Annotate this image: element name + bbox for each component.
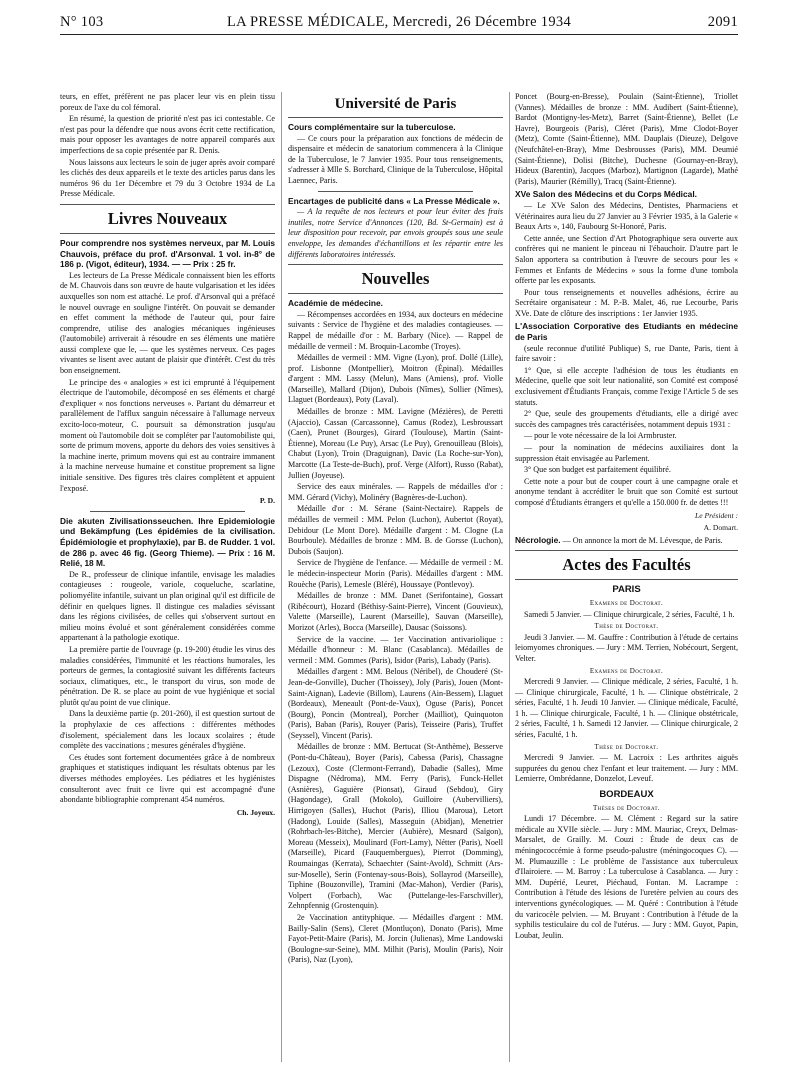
paragraph: Le principe des « analogies » est ici emprunté à l'équipement électrique de l'automobile, décomposé en ses éléments et chargé d'expliquer « nos fonctions nerveuses ». Partant du démarreur et parallèlement de l'afflux sanguin nécessaire à l'allumage nerveux excito-loco-moteur, C. poursuit sa démonstration jusqu'au moment où l'automobile doit se compléter par l'automobiliste qui, sorte de primum movens, apporte du dehors des voies sensitives à la machine inerte, primum movens qui est au contraire immanent à la machine nerveuse humaine et constitue proprement sa ligne initiale sensitive. Des figures très claires complètent et appuient l'exposé.: [60, 377, 275, 493]
city-title-paris: PARIS: [612, 584, 641, 596]
paragraph: 2e Vaccination antityphique. — Médailles d'argent : MM. Bailly-Salin (Sens), Cleret (Montluçon), Donato (Paris), Mme Fayot-Petit-Maire (Paris), M. Jorcin (Julienas), Mme Landowski (Boulogne-sur-Seine), MM. Milhit (Paris), Moulin (Paris), Noir (Paris), Naz (Lyon),: [288, 912, 503, 965]
news-heading: Académie de médecine.: [288, 298, 383, 309]
paragraph: (seule reconnue d'utilité Publique) S, rue Dante, Paris, tient à faire savoir :: [515, 343, 738, 364]
paragraph: 3° Que son budget est parfaitement équilibré.: [524, 465, 671, 475]
paragraph: En résumé, la question de priorité n'est pas ici contestable. Ce n'est pas pour la défendre que nous avons écrit cette rectification, mais pour opposer les avantages de notre appareil comparés aux imperfections de sa copie présentée par R. Denis.: [60, 114, 275, 155]
paragraph: Ces études sont fortement documentées grâce à de nombreux graphiques et statistiques indiquant les résultats obtenus par les diverses méthodes employées. Les pédiatres et les hygiénistes consulteront avec fruit ce livre qui est accompagné d'une abondante bibliographie comprenant 454 numéros.: [60, 752, 275, 805]
paragraph: Mercredi 9 Janvier. — M. Lacroix : Les arthrites aiguës suppurées du genou chez l'enfant et leur traitement. — Jury : MM. Lemierre, Ombrédanne, Donzelot, Leveuf.: [515, 753, 738, 784]
paragraph: Service de l'hygiène de l'enfance. — Médaille de vermeil : M. le médecin-inspecteur Morin (Paris). Médailles d'argent : MM. Rouèche (Paris), Lemesle (Bléré), Houssaye (Pontlevoy).: [288, 558, 503, 589]
paragraph: Médailles de bronze : MM. Bertucat (St-Anthème), Besserve (Pont-du-Château), Boyer (Paris), Cabessa (Paris), Chassagne (Lezoux), Coste (Clermont-Ferrand), Dabadie (Salles), Mme Dispagne (Nédroma), MM. Ferry (Paris), Funck-Hellet (Asnières), Gaguière (Pionsat), Giraud (Sebdou), Giry (Hagondage), Grall (Mokolo), Guilloire (Aubervilliers), Hirrigoyen (Salles), Huchot (Paris), Illiou (Maroua), Letort (Hadong), Louide (Salles), Masseguin (Abidjan), Menetrier (Rohrbach-les-Bitche), Mercier (Aubière), Mesnard (Saïgon), Moreau (Messeix), Moulinard (Fort-Lamy), Nétter (Paris), Noell (Marseille), Picard (Fauquembergues), Pierrot (Domming), Roumaingas (Kerrata), Schaechter (Saint-Avold), Schmitt (Ars-sur-Moselle), Serin (Fontenay-sous-Bois), Sollayrod (Marseille), Tiphine (Bouzonville), Tramini (Mac-Mahon), Verdier (Paris), Volpert (Forbach), Wac (Puttelange-les-Farschviller), Zehnpfennig (Grostenquin).: [288, 742, 503, 911]
column-divider: [281, 92, 282, 1062]
review-signature: P. D.: [259, 496, 275, 506]
necrologie: [515, 535, 738, 547]
review-signature: Ch. Joyeux.: [236, 807, 275, 817]
section-rule: [515, 579, 738, 580]
paragraph: Service des eaux minérales. — Rappels de médailles d'or : MM. Gérard (Vichy), Molinéry (Bagnères-de-Luchon).: [288, 482, 503, 502]
paragraph: Poncet (Bourg-en-Bresse), Poulain (Saint-Étienne), Triollet (Vannes). Médailles de bronze : MM. Audibert (Saint-Étienne), Bardot (Montigny-les-Metz), Barret (Saint-Étienne), Bellet (Le Havre), Bourgeois (Paris), Cléret (Paris), Mme Clodot-Boyer (Metz), Comte (Saint-Étienne), MM. Dauplais (Dieuze), Delgove (Neufchâtel-en-Bray), Mme Desbrousses (Paris), MM. Deumié (Saint-Étienne), Dolisi (Bitche), Duchesne (Gournay-en-Bray), Hideux (Barentin), Jacques (Marboz), Martignon (Lagarde), Mathé (Paris), Maurier (Rémilly), Tracq (Saint-Étienne).: [515, 92, 738, 186]
necrologie-text: — On annonce la mort de M. Lévesque, de Paris.: [562, 535, 723, 545]
separator-rule: [318, 191, 473, 192]
city-title-bordeaux: BORDEAUX: [599, 789, 654, 801]
paragraph: — Ce cours pour la préparation aux fonctions de médecin de dispensaire et médecin de sanatorium commencera à la Clinique de la Tuberculose, le 7 Janvier 1935. Pour tous renseignements, s'adresser à Mlle S. Borchard, Clinique de la Tuberculose, Hôpital Laennec, Paris.: [288, 133, 503, 185]
column-1: [60, 92, 275, 1062]
news-heading: L'Association Corporative des Etudiants en médecine de Paris: [515, 321, 738, 343]
paragraph: Pour tous renseignements et nouvelles adhésions, écrire au Secrétaire organisateur : M. P.-B. Malet, 46, rue Lecourbe, Paris XVe. Date de clôture des inscriptions : 1er Janvier 1935.: [515, 287, 738, 318]
column-2: [288, 92, 503, 1062]
journal-title: LA PRESSE MÉDICALE, Mercredi, 26 Décembre 1934: [226, 14, 572, 30]
paragraph: 2° Que, seule des groupements d'étudiants, elle a dirigé avec succès des campagnes très caractérisées, notamment depuis 1931 :: [515, 409, 738, 429]
column-3: [515, 92, 738, 1062]
issue-number: N° 103: [60, 14, 104, 30]
president-label: Le Président :: [694, 510, 738, 520]
paragraph: Médailles d'argent : MM. Belous (Néribel), de Chouderé (St-Jean-de-Gonville), Ducher (Thoissey), Joly (Paris), Jouen (Mont-Saint-Aignan), Ladevie (Billom), Laurens (Ain-Bessem), Llaguet (Bordeaux), Meneault (Pont-de-Vaux), Oguse (Paris), Poncet (Bourg), Poncin (Montreal), Porcher (Mailliot), Quinquoton (Paris), Baban (Paris), Rouyer (Paris), Teisseire (Paris), Truffet (Seyssel), Vincent (Paris).: [288, 667, 503, 740]
section-rule: [288, 264, 503, 265]
section-rule: [515, 550, 738, 551]
section-rule: [288, 293, 503, 294]
paragraph: Service de la vaccine. — 1er Vaccination antivariolique : Médaille d'honneur : M. Blanc (Casablanca). Médailles de vermeil : MM. Gommes (Paris), Isidor (Paris), Labady (Paris).: [288, 634, 503, 665]
paragraph: De R., professeur de clinique infantile, envisage les maladies contagieuses : rougeole, variole, coqueluche, scarlatine, poliomyélite infantile, suivant un plan original qu'il est difficile de définir en quelques lignes. Il distingue ces maladies sévissant dans les régions civilisées, de celles qui s'observent surtout en milieu moins évolué et sont généralement considérées comme appartenant à la pathologie exotique.: [60, 569, 275, 643]
section-title-nouvelles: Nouvelles: [361, 269, 430, 289]
section-title-livres: Livres Nouveaux: [107, 208, 228, 228]
paragraph: 1° Que, si elle accepte l'adhésion de tous les étudiants en Médecine, quelle que soit leur nationalité, son Comité est composé exclusivement d'Étudiants Français, comme l'exige l'Article 5 de ses statuts.: [515, 365, 738, 407]
book-heading: Pour comprendre nos systèmes nerveux, par M. Louis Chauvois, préface du prof. d'Arsonval. 1 vol. in-8° de 186 p. (Vigot, éditeur), 1934. — — Prix : 25 fr.: [60, 237, 275, 270]
book-heading: Die akuten Zivilisationsseuchen. Ihre Epidemiologie und Bekämpfung (Les épidémies de la civilisation. Épidémiologie et prophylaxie), par B. de Rudder. 1 vol. de 286 p. avec 46 fig. (Georg Thieme). — Prix : 16 M. Relié, 18 M.: [60, 515, 275, 569]
paragraph: Médailles de bronze : MM. Danet (Serifontaine), Gossart (Ribécourt), Hozard (Béthisy-Saint-Pierre), Vincent (Gouvieux), Valette (Marseille), Laurent (Marseille), Sauvan (Marseille), Morizot (Arles), Bocca (Marseille), Dausac (Soissons).: [288, 591, 503, 632]
section-rule: [288, 117, 503, 118]
paragraph: Médailles de bronze : MM. Lavigne (Mézières), de Peretti (Ajaccio), Cassan (Carcassonne), Camus (Rodez), Lesbroussart (Caen), Prunet (Bourges), Girard (Toulouse), Martin (Saint-Étienne), Moreau (Le Puy), Arsac (Le Puy), Grenouilleau (Blois), Chabut (Lyon), Troin (Draguignan), Davic (La Roche-sur-Yon), Marcotte (La Teste-de-Buch), prof. Verge (Alfort), Russo (Rabat), Jullien (Joyeuse).: [288, 407, 503, 480]
paragraph: teurs, en effet, préfèrent ne pas placer leur vis en plein tissu poreux de l'axe du col fémoral.: [60, 92, 275, 112]
paragraph: Médailles de vermeil : MM. Vigne (Lyon), prof. Dollé (Lille), prof. Lisbonne (Montpellier), Moitron (Épinal). Médailles d'argent : MM. Lassy (Melun), Mans (Amiens), prof. Violle (Marseille), Mallard (Dijon), Dubois (Nîmes), Sollier (Nîmes), Llaguet (Bordeaux), Poty (Laval).: [288, 353, 503, 405]
paragraph: Samedi 5 Janvier. — Clinique chirurgicale, 2 séries, Faculté, 1 h.: [524, 609, 735, 619]
paragraph: Cette année, une Section d'Art Photographique sera ouverte aux confrères qui ne manient le pinceau ni l'ébauchoir. D'autre part le Salon apportera sa contribution à l'œuvre de secours pour les « Femmes et Enfants de Médecins » sous la forme d'une tombola offerte par les exposants.: [515, 233, 738, 286]
news-heading: Encartages de publicité dans « La Presse Médicale ».: [288, 195, 500, 206]
section-title-actes: Actes des Facultés: [562, 555, 691, 575]
paragraph: Jeudi 3 Janvier. — M. Gauffre : Contribution à l'étude de certains leiomyomes chroniques. — Jury : MM. Terrien, Nobécourt, Sergent, Velter.: [515, 632, 738, 663]
exam-label: Examens de Doctorat.: [589, 666, 664, 675]
paragraph: — pour la nomination de médecins auxiliaires dont la suppression était envisagée au Parlement.: [515, 443, 738, 463]
these-label: Thèses de Doctorat.: [592, 803, 661, 812]
news-heading: XVe Salon des Médecins et du Corps Médical.: [515, 189, 697, 200]
paragraph: Les lecteurs de La Presse Médicale connaissent bien les efforts de M. Chauvois dans son œuvre de haute vulgarisation et les idées auxquelles son nom est attaché. Le prof. d'Arsonval qui a préfacé le nouvel ouvrage en souligne l'intérêt. On pouvait se demander en effet comment la méthode de l'auteur qui, pour faire comprendre, utilise des analogies mécaniques ingénieuses (l'automobile) arriverait à résoudre en ses éléments une matière aussi complexe que le, — que les systèmes nerveux. Ces pages vivantes se lisent avec autant de plaisir que d'intérêt. C'est du très bon enseignement.: [60, 270, 275, 376]
section-rule: [60, 204, 275, 205]
section-rule: [60, 233, 275, 234]
paragraph: — pour le vote nécessaire de la loi Armbruster.: [524, 431, 677, 441]
exam-label: Examens de Doctorat.: [589, 598, 664, 607]
header-rule: [60, 34, 738, 35]
column-divider: [509, 92, 510, 1062]
paragraph: Lundi 17 Décembre. — M. Clément : Regard sur la satire médicale au XVIIe siècle. — Jury : MM. Mauriac, Creyx, Delmas-Marsalet, de Grailly. M. Couzi : Étude de deux cas de méningococcémie à forme pseudo-palustre (méningocoques C). — M. Plumauzille : Le problème de l'assistance aux tuberculeux d'Ilairoiere. — M. Barroy : La tuberculose à Casablanca. — Jury : MM. Dupérié, Leuret, Piéchaud, Fontan. M. Lacrampe : Contribution à l'étude des lésions de l'uretère pelvien au cours des interventions gynécologiques. — M. Quéré : Contribution à l'étude du varicocèle pelvien. — M. Bruyant : Contribution à l'étude de la syphilis testiculaire du col de l'utérus. — Jury : MM. Guyot, Papin, Loubat, Jeulin.: [515, 814, 738, 940]
these-label: Thèse de Doctorat.: [594, 742, 659, 751]
paragraph: Mercredi 9 Janvier. — Clinique médicale, 2 séries, Faculté, 1 h. — Clinique chirurgicale, Faculté, 1 h. — Clinique obstétricale, 2 séries, Faculté, 1 h. Jeudi 10 Janvier. — Clinique médicale, Faculté, 1 h. — Clinique chirurgicale, Faculté, 1 h. — Clinique obstétricale, 2 séries, Faculté, 1 h. Samedi 12 Janvier. — Clinique chirurgicale, 2 séries, Faculté, 1 h.: [515, 677, 738, 740]
paragraph: — Le XVe Salon des Médecins, Dentistes, Pharmaciens et Vétérinaires aura lieu du 27 Janvier au 3 Février 1935, à la Galerie « Beaux Arts », 140, Faubourg St-Honoré, Paris.: [515, 200, 738, 232]
news-heading: Cours complémentaire sur la tuberculose.: [288, 122, 456, 132]
paragraph: — Récompenses accordées en 1934, aux docteurs en médecine suivants : Service de l'hygiène et des maladies contagieuses. — Rappel de médaille d'or : M. Barbary (Nice). — Rappel de médaille de vermeil : M. Broquin-Lacombe (Troyes).: [288, 309, 503, 351]
paragraph: La première partie de l'ouvrage (p. 19-200) étudie les virus des maladies considérées, l'immunité et les réactions humorales, les porteurs de germes, la contagiosité suivant les différents facteurs sociaux, climatiques, etc., le transport du virus, son mode de pénétration. De R. se place au point de vue hygiénique et social plutôt qu'au point de vue clinique.: [60, 644, 275, 707]
page-number: 2091: [707, 14, 738, 30]
section-title-universite: Université de Paris: [334, 96, 457, 112]
paragraph: Médaille d'or : M. Sérane (Saint-Nectaire). Rappels de médailles de vermeil : MM. Pelon (Luchon), Aubertot (Royat), Debidour (Le Mont Dore). Médaille d'argent : M. Clogne (La Bourboule). Médailles de bronze : MM. B. de Gorsse (Luchon), Dubois (Saujon).: [288, 504, 503, 556]
separator-rule: [90, 511, 245, 512]
paragraph: Dans la deuxième partie (p. 201-260), il est question surtout de la prophylaxie de ces affections : différentes méthodes d'isolement, spécialement dans les locaux scolaires ; étude complète des vaccinations ; mesures générales d'hygiène.: [60, 709, 275, 751]
president-name: A. Domart.: [703, 523, 738, 533]
these-label: Thèse de Doctorat.: [594, 622, 659, 631]
news-heading: Nécrologie.: [515, 534, 561, 545]
page-header: [60, 14, 738, 34]
paragraph: — A la requête de nos lecteurs et pour leur éviter des frais inutiles, notre Service d'Annonces (120, Bd. St-Germain) est à leur disposition pour recevoir, par envois groupés sous une seule enveloppe, les demandes d'échantillons et les répartir entre les différents laboratoires intéressés.: [288, 207, 503, 259]
paragraph: Nous laissons aux lecteurs le soin de juger après avoir comparé les clichés des deux appareils et le texte des articles parus dans les numéros 96 du 1er Décembre et 79 du 3 Octobre 1934 de La Presse Médicale.: [60, 157, 275, 199]
paragraph: Cette note a pour but de couper court à une campagne orale et anonyme tendant à accréditer le bruit que son Comité est surtout composé d'Étudiants étrangers et qu'elle a 150.000 fr. de dettes !!!: [515, 476, 738, 507]
